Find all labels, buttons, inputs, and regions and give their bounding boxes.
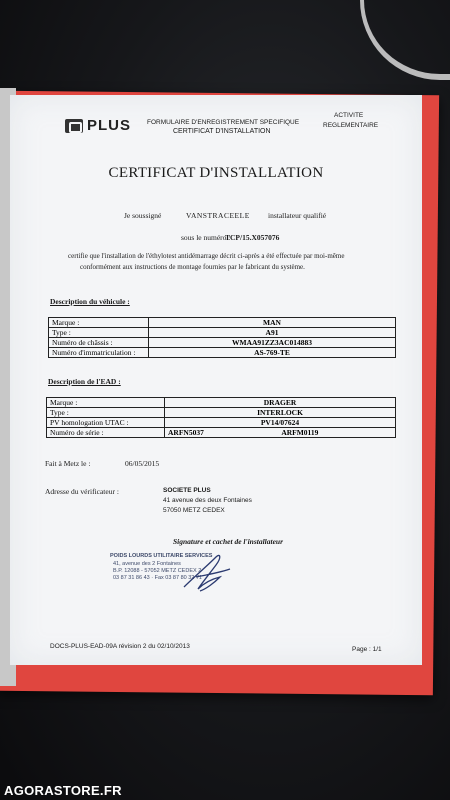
verificateur-city: 57050 METZ CEDEX <box>163 507 225 514</box>
statement-line1: certifie que l'installation de l'éthylotest antidémarrage décrit ci-après a été effectuée par moi-même <box>68 252 345 260</box>
stamp-line4: 03 87 31 86 43 · Fax 03 87 80 32 71 <box>113 575 202 581</box>
row-label: Type : <box>47 408 165 418</box>
stamp-line2: 41, avenue des 2 Fontaines <box>113 561 181 567</box>
statement-line2: conformément aux instructions de montage fournies par le fabricant du système. <box>80 263 305 271</box>
numero-value: TCP/15.X057076 <box>225 233 280 242</box>
row-label: Numéro de série : <box>47 428 165 438</box>
vehicle-table <box>48 317 396 358</box>
je-soussigne: Je soussigné <box>124 211 162 220</box>
reglementaire-label: REGLEMENTAIRE <box>323 122 379 129</box>
brand-name: PLUS <box>87 117 132 134</box>
row-value: WMAA91ZZ3AC014883 <box>149 338 396 348</box>
row-label: Marque : <box>49 318 149 328</box>
stamp-line3: B.P. 12088 - 57052 METZ CEDEX 2 <box>113 568 202 574</box>
table-row <box>47 418 396 428</box>
signature-label: Signature et cachet de l'installateur <box>173 537 284 546</box>
row-label: Type : <box>49 328 149 338</box>
table-row <box>47 398 396 408</box>
serial-number-2: ARFM0119 <box>278 428 395 438</box>
numero-label: sous le numéro : <box>181 233 231 242</box>
document-reference: DOCS-PLUS-EAD-09A révision 2 du 02/10/2013 <box>50 643 190 650</box>
page-number: Page : 1/1 <box>352 646 382 653</box>
watermark: AGORASTORE.FR <box>4 783 122 798</box>
vehicle-heading: Description du véhicule : <box>50 297 130 306</box>
ead-table <box>46 397 396 438</box>
table-row <box>49 338 396 348</box>
activite-label: ACTIVITE <box>334 112 364 119</box>
installer-name: VANSTRACEELE <box>186 211 250 220</box>
document-title: CERTIFICAT D'INSTALLATION <box>108 165 324 181</box>
verificateur-address: 41 avenue des deux Fontaines <box>163 497 252 504</box>
cable <box>360 0 450 80</box>
stamp-line1: POIDS LOURDS UTILITAIRE SERVICES <box>110 553 213 559</box>
row-value: A91 <box>149 328 396 338</box>
row-label: Marque : <box>47 398 165 408</box>
form-subtitle: CERTIFICAT D'INSTALLATION <box>173 128 271 135</box>
verificateur-label: Adresse du vérificateur : <box>45 487 119 496</box>
table-row <box>47 428 396 438</box>
row-value: DRAGER <box>165 398 396 408</box>
verificateur-name: SOCIETE PLUS <box>163 487 211 494</box>
row-label: Numéro de châssis : <box>49 338 149 348</box>
table-row <box>49 348 396 358</box>
table-row <box>49 318 396 328</box>
handwritten-signature <box>176 547 236 595</box>
table-row <box>49 328 396 338</box>
installer-qualifier: installateur qualifié <box>268 211 327 220</box>
row-label: PV homologation UTAC : <box>47 418 165 428</box>
fait-label: Fait à Metz le : <box>45 459 91 468</box>
table-row <box>47 408 396 418</box>
ead-heading: Description de l'EAD : <box>48 377 121 386</box>
plus-logo <box>65 117 131 134</box>
row-value: INTERLOCK <box>165 408 396 418</box>
form-type: FORMULAIRE D'ENREGISTREMENT SPECIFIQUE <box>147 119 300 126</box>
plus-logo-icon <box>65 119 83 133</box>
row-label: Numéro d'immatriculation : <box>49 348 149 358</box>
row-value: AS-769-TE <box>149 348 396 358</box>
serial-number-1: ARFN5037 <box>165 428 279 438</box>
certificate-sheet <box>10 95 422 665</box>
fait-date: 06/05/2015 <box>125 459 160 468</box>
row-value: PV14/07624 <box>165 418 396 428</box>
row-value: MAN <box>149 318 396 328</box>
